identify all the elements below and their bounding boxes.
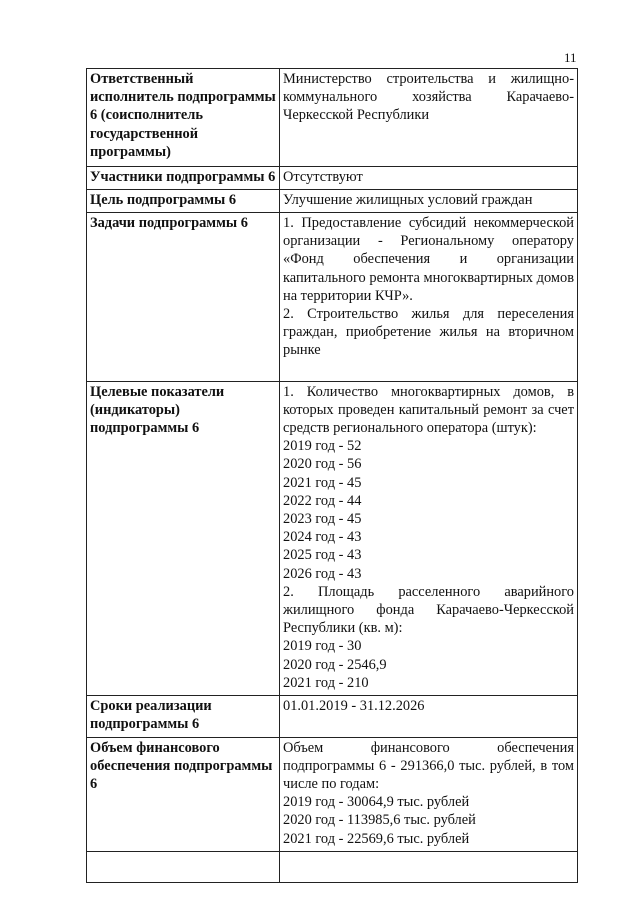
row-value-participants (280, 166, 578, 189)
financing-year: 2019 год - 30064,9 тыс. рублей (283, 794, 470, 811)
row-label-goal: Цель подпрограммы 6 (87, 189, 280, 212)
table-row-goal (87, 189, 578, 212)
row-label-period: Сроки реализации подпрограммы 6 (87, 696, 280, 737)
financing-year: 2020 год - 113985,6 тыс. рублей (283, 812, 476, 829)
indicator-year: 2025 год - 43 (283, 547, 362, 564)
table-row-indicators (87, 381, 578, 695)
indicator-heading: 1. Количество многоквартирных домов, в которых проведен капитальный ремонт за счет средств регионального оператора (штук): (283, 383, 574, 437)
value-text: Отсутствуют (283, 168, 363, 185)
indicator-year: 2023 год - 45 (283, 511, 362, 528)
table-row-tasks (87, 213, 578, 382)
row-label-responsible: Ответственный исполнитель подпрограммы 6 (соисполнитель государственной программы) (87, 69, 280, 167)
indicator-year: 2021 год - 210 (283, 674, 369, 691)
value-text: Улучшение жилищных условий граждан (283, 191, 533, 208)
row-label-financing: Объем финансового обеспечения подпрограммы 6 (87, 737, 280, 851)
row-label-tasks: Задачи подпрограммы 6 (87, 213, 280, 382)
indicator-year: 2021 год - 45 (283, 474, 362, 491)
row-label-indicators: Целевые показатели (индикаторы) подпрограммы 6 (87, 381, 280, 695)
row-value-goal (280, 189, 578, 212)
task-item: 2. Строительство жилья для переселения граждан, приобретение жилья на вторичном рынке (283, 306, 574, 359)
value-text: 01.01.2019 - 31.12.2026 (283, 698, 425, 715)
indicator-year: 2026 год - 43 (283, 565, 362, 582)
financing-year: 2021 год - 22569,6 тыс. рублей (283, 830, 470, 847)
indicator-year: 2022 год - 44 (283, 492, 362, 509)
financing-heading: Объем финансового обеспечения подпрограммы 6 - 291366,0 тыс. рублей, в том числе по годам: (283, 739, 574, 792)
row-value-financing (280, 737, 578, 851)
indicator-year: 2019 год - 30 (283, 638, 362, 655)
task-item: 1. Предоставление субсидий некоммерческой организации - Региональному оператору «Фонд обеспечения и организации капитального ремонта многоквартирных домов на территории КЧР». (283, 215, 574, 304)
indicator-year: 2024 год - 43 (283, 529, 362, 546)
table-row-continuation (87, 851, 578, 882)
table-row-period (87, 696, 578, 737)
row-value-tasks (280, 213, 578, 382)
value-text: Министерство строительства и жилищно-коммунального хозяйства Карачаево-Черкесской Республики (283, 71, 574, 124)
table-row-participants (87, 166, 578, 189)
continuation-cell (280, 851, 578, 882)
row-label-participants: Участники подпрограммы 6 (87, 166, 280, 189)
page-number: 11 (564, 50, 577, 65)
row-value-indicators (280, 381, 578, 695)
indicator-year: 2019 год - 52 (283, 438, 362, 455)
table-row-responsible (87, 69, 578, 167)
table-row-financing (87, 737, 578, 851)
subprogram-passport-table (86, 68, 578, 883)
indicator-year: 2020 год - 56 (283, 456, 362, 473)
row-value-period (280, 696, 578, 737)
indicator-heading: 2. Площадь расселенного аварийного жилищного фонда Карачаево-Черкесской Республики (кв. м): (283, 583, 574, 637)
row-value-responsible (280, 69, 578, 167)
indicator-year: 2020 год - 2546,9 (283, 656, 387, 673)
continuation-cell (87, 851, 280, 882)
